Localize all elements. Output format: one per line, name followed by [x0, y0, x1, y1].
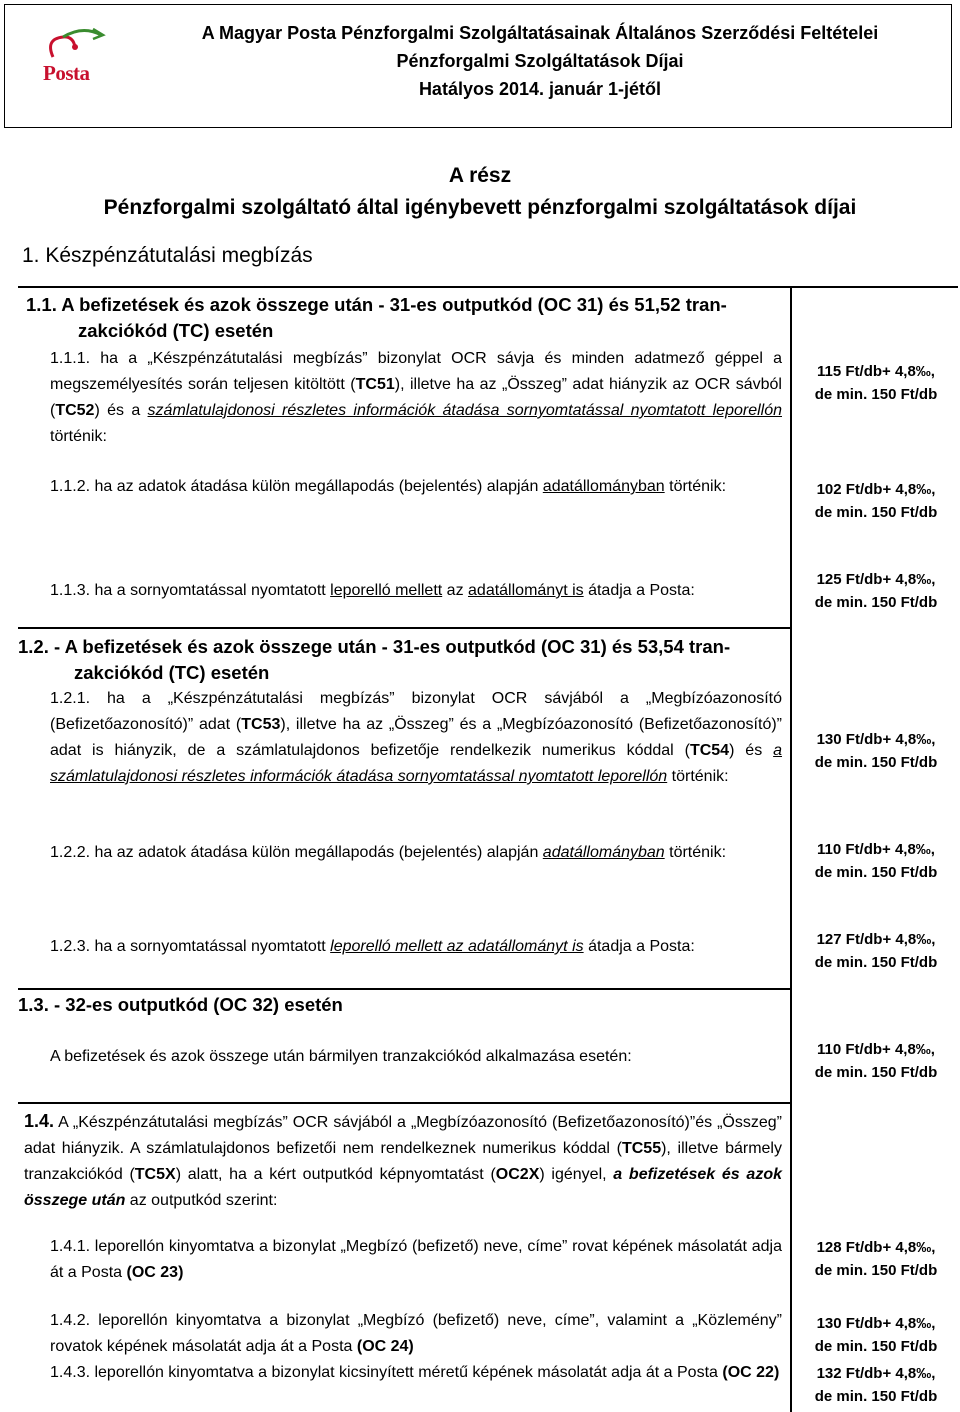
header-line-2: Pénzforgalmi Szolgáltatások Díjai — [396, 51, 684, 71]
item-1-1-2: 1.1.2. ha az adatok átadása külön megállapodás (bejelentés) alapján adatállományban történik: — [50, 478, 727, 495]
item-1-4-3: 1.4.3. leporellón kinyomtatva a bizonylat kicsinyített méretű képének másolatát adja át a Posta (OC 22) — [50, 1364, 780, 1381]
fee-1-4-2: 130 Ft/db+ 4,8‰, de min. 150 Ft/db — [814, 1315, 938, 1355]
table-top-border — [18, 286, 958, 288]
item-1-1-3: 1.1.3. ha a sornyomtatással nyomtatott leporelló mellett az adatállományt is átadja a Posta: — [50, 582, 695, 599]
fee-1-4-1: 128 Ft/db+ 4,8‰, de min. 150 Ft/db — [814, 1239, 938, 1279]
header-line-1: A Magyar Posta Pénzforgalmi Szolgáltatásainak Általános Szerződési Feltételei — [201, 23, 879, 43]
item-1-2-2: 1.2.2. ha az adatok átadása külön megállapodás (bejelentés) alapján adatállományban történik: — [50, 844, 727, 861]
header-line-3: Hatályos 2014. január 1-jétől — [418, 79, 662, 99]
header-titles — [145, 19, 935, 103]
section-1-title: 1. Készpénzátutalási megbízás — [22, 244, 313, 267]
section-1-1-heading: 1.1. A befizetések és azok összege után - 31-es outputkód (OC 31) és 51,52 tran- zakciókód (TC) esetén — [26, 294, 727, 341]
document-header — [4, 4, 952, 128]
section-1-3-heading: 1.3. - 32-es outputkód (OC 32) esetén — [18, 994, 343, 1015]
section-divider — [18, 1102, 790, 1104]
fee-1-1-2: 102 Ft/db+ 4,8‰, de min. 150 Ft/db — [814, 481, 938, 521]
posta-logo-text: Posta — [43, 61, 90, 85]
part-title — [0, 160, 960, 224]
fee-1-4-3: 132 Ft/db+ 4,8‰, de min. 150 Ft/db — [814, 1365, 938, 1405]
fee-1-1-1: 115 Ft/db+ 4,8‰, de min. 150 Ft/db — [814, 363, 938, 403]
fee-1-1-3: 125 Ft/db+ 4,8‰, de min. 150 Ft/db — [814, 571, 938, 611]
item-1-4-2: 1.4.2. leporellón kinyomtatva a bizonylat „Megbízó (befizető) neve, címe”, valamint a „Közlemény” rovatok képének másolatát adja át a Posta (OC 24) — [50, 1312, 782, 1355]
fee-1-2-2: 110 Ft/db+ 4,8‰, de min. 150 Ft/db — [814, 841, 938, 881]
item-1-2-3: 1.2.3. ha a sornyomtatással nyomtatott leporelló mellett az adatállományt is átadja a Posta: — [50, 938, 695, 955]
item-1-4-1: 1.4.1. leporellón kinyomtatva a bizonylat „Megbízó (befizető) neve, címe” rovat képének másolatát adja át a Posta (OC 23) — [50, 1238, 782, 1281]
fee-column-divider — [790, 286, 792, 1412]
item-1-3: A befizetések és azok összege után bármilyen tranzakciókód alkalmazása esetén: — [50, 1048, 632, 1065]
section-1-4: 1.4. A „Készpénzátutalási megbízás” OCR sávjából a „Megbízóazonosító (Befizetőazonosító)”és „Összeg” adat hiányzik. A számlatulajdonos befizetői nem rendelkeznek numerikus kóddal (TC55), illetve bármely tranzakciókód (TC5X) alatt, ha a kért outputkód képnyomtatást (OC2X) igényel, a befizetések és azok összege után az outputkód szerint: — [24, 1111, 782, 1209]
item-1-1-1: 1.1.1. ha a „Készpénzátutalási megbízás” bizonylat OCR sávja és minden adatmező géppel a megszemélyesítés során teljesen kitöltött (TC51), illetve ha az „Összeg” adat hiányzik az OCR sávból (TC52) és a számlatulajdonosi részletes információk átadása sornyomtatással nyomtatott leporellón történik: — [50, 350, 782, 445]
part-subtitle: Pénzforgalmi szolgáltató által igénybevett pénzforgalmi szolgáltatások díjai — [103, 196, 857, 219]
fee-1-2-3: 127 Ft/db+ 4,8‰, de min. 150 Ft/db — [814, 931, 938, 971]
section-divider — [18, 627, 790, 629]
fee-1-3: 110 Ft/db+ 4,8‰, de min. 150 Ft/db — [814, 1041, 938, 1081]
part-heading: A rész — [448, 164, 512, 187]
section-divider — [18, 988, 790, 990]
item-1-2-1: 1.2.1. ha a „Készpénzátutalási megbízás” bizonylat OCR sávjából a „Megbízóazonosító (Befizetőazonosító)” adat (TC53), illetve ha az „Összeg” és a „Megbízóazonosító (Befizetőazonosító)” adat is hiányzik, de a számlatulajdonos befizetője rendelkezik numerikus kóddal (TC54) és a számlatulajdonosi részletes információk átadása sornyomtatással nyomtatott leporellón történik: — [50, 690, 783, 785]
fee-1-2-1: 130 Ft/db+ 4,8‰, de min. 150 Ft/db — [814, 731, 938, 771]
section-1-2-heading: 1.2. - A befizetések és azok összege után - 31-es outputkód (OC 31) és 53,54 tran- zakciókód (TC) esetén — [18, 636, 731, 683]
